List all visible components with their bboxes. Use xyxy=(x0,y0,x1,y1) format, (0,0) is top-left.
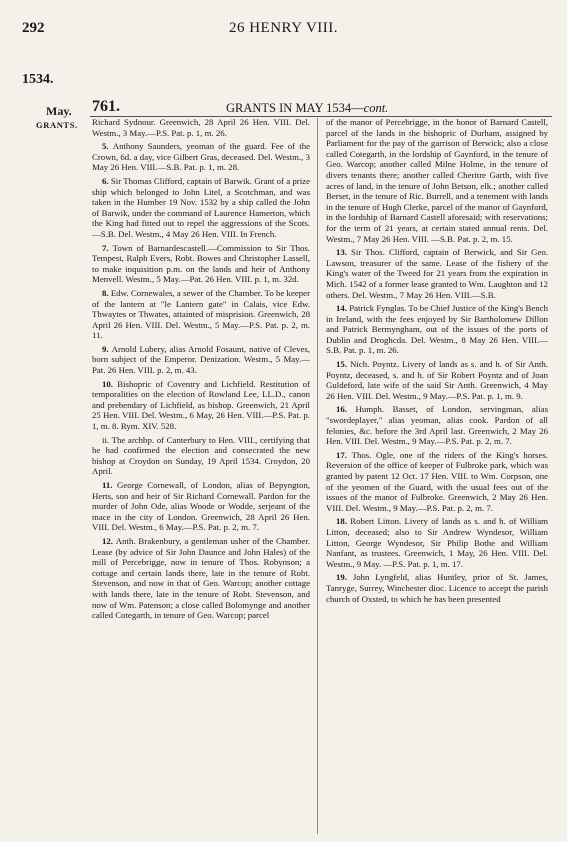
grant-entry-number: 11. xyxy=(102,480,118,490)
running-head: 26 HENRY VIII. xyxy=(228,20,339,36)
grant-entry-text: ii. The archbp. of Canterbury to Hen. VIII., certifying that he had confirmed the election and consecrated the new bishop at Croydon on Sunday, 19 April 1534. Croydon, 20 April. xyxy=(92,434,310,477)
page-header xyxy=(0,20,567,40)
grant-entry-number: 8. xyxy=(102,287,111,298)
grant-entry xyxy=(92,243,310,285)
grant-entry-text: Edw. Cornewales, a sewer of the Chamber. To be keeper of the lantern at "le Lantern gate" in Calais, vice Edw. Thwaytes or Thwates, attainted of misprision. Greenwich, 28 April 26 Hen. VIII. Del. Westm., 5 May.—P.S. Pat. p. 2, m. 11. xyxy=(92,287,310,341)
grant-entry-number: 9. xyxy=(102,343,112,354)
grant-entry-text: of the manor of Percebrigge, in the honor of Barnard Castell, parcel of the lands in the bishopric of Durham, assigned by Parliament for the pay of the garrison of Berwick; also a close called Cotegarth, in the lordship of Gaynford, in the tenure of Geo. Warcop; another called Milne Holme, in the tenure of divers tenants there; another called Cheritre Garth, with five acres of land, in the tenure of John Betson, elk.; another called Berset, in the tenure of Ric. Burrell, and a tenement with lands in the tenure of Hugh Clerke, parcel of the manor of Gaynford, in the lordship of Barnard Castell aforesaid; with reservations; for the term of 21 years, at certain stated annual rents. Del. Westm., 7 May 26 Hen. VIII. —S.B. Pat. p. 2, m. 15. xyxy=(326,117,548,244)
grant-entry-number: 16. xyxy=(336,404,356,415)
grant-entry-text: John Lyngfeld, alias Huntley, prior of St. James, Tanryge, Surrey, Winchester dioc. Licence to accept the parish church of Oxsted, to which he has been presented xyxy=(326,572,548,604)
grant-entry xyxy=(326,117,548,244)
grant-entry xyxy=(326,247,548,300)
grant-entry xyxy=(92,379,310,432)
margin-month: May. xyxy=(46,104,72,118)
grant-entry-text: Robert Litton. Livery of lands as s. and h. of William Litton, deceased; also to Sir Andrew Wyndesor, William Litton, George Wyndesor, Sir Philip Bothe and William Nanfant, as trustees. Greenwich, 1 May, 26 Hen. VIII. Del. Westm., 9 May. —P.S. Pat. p. 1, m. 17. xyxy=(326,516,548,569)
grant-entry-text: Humph. Basset, of London, servingman, alias "swordeplayer," alias yeoman, alias cook. Pardon of all felonies, &c. before the 3rd April last. Greenwich, 2 May 26 Hen. VIII. Del. Westm., 9 May.—P.S. Pat. p. 2, m. 7. xyxy=(326,404,548,447)
grant-entry-number: 13. xyxy=(336,247,352,258)
section-title-main: GRANTS IN MAY 1534— xyxy=(226,101,364,115)
grant-entry xyxy=(92,288,310,341)
column-divider xyxy=(317,118,318,834)
grant-entry-text: Town of Barnardescastell.—Commission to Sir Thos. Tempest, Ralph Evers, Robt. Bowes and Christopher Lassell, to make inquisition p.m. on the lands and heir of Anthony Menvell. Westm., 5 May.—Pat. 26 Hen. VIII. p. 1, m. 32d. xyxy=(92,242,310,285)
grant-entry-number: 14. xyxy=(336,303,350,314)
grant-entry-text: Anth. Brakenbury, a gentleman usher of the Chamber. Lease (by advice of Sir John Daunce and John Hales) of the mill of Percebrigge, now in tenure of Thos. Robynson; a cottage and certain lands there, late in the tenure of Robt. Stevenson, and now in that of Geo. Warcop; another cottage with lands there, late in the tenure of Robt. Stevenson, and now of Wm. Patenson; a close called Bolomynge and another called Cotegarth, in tenure of Geo. Warcop; parcel xyxy=(92,535,310,621)
grant-entry xyxy=(326,516,548,569)
grant-entry xyxy=(326,572,548,604)
grant-entry xyxy=(326,359,548,401)
grant-entry-number: 7. xyxy=(102,242,113,253)
margin-section-label: GRANTS. xyxy=(36,120,78,130)
grant-entry-text: Arnold Lubery, alias Arnold Fosaunt, native of Cleves, born subject of the Emperor. Denization. Westm., 5 May.—Pat. 26 Hen. VIII. p. 2, m. 43. xyxy=(92,343,310,376)
grant-entry-text: George Cornewall, of London, alias of Bepyngton, Herts, son and heir of Sir Richard Cornewall. Pardon for the murder of John Ode, alias Woode or Wodde, serjeant of the mace in the city of London. Greenwich, 28 April 26 Hen. VIII. Del. Westm., 6 May.—P.S. Pat. p. 2, m. 7. xyxy=(92,480,310,533)
grant-entry-number: 17. xyxy=(336,449,352,460)
margin-year: 1534. xyxy=(22,72,54,87)
entry-number: 761. xyxy=(92,98,120,115)
grant-entry-text: Thos. Ogle, one of the riders of the King's horses. Reversion of the office of keeper of Fulbroke park, which was granted by patent 12 Oct. 17 Hen. VIII. to Wm. Corpson, one of the yeomen of the Guard, with the usual fees out of the issues of the manor of Fulbroke. Greenwich, 2 May 26 Hen. VIII. Del. Westm., 9 May.—P.S. Pat. p. 2, m. 7. xyxy=(326,449,548,513)
grant-entry xyxy=(92,435,310,477)
grant-entry-number: 18. xyxy=(336,516,351,527)
grant-entry-number: 19. xyxy=(336,572,353,583)
grant-entry-number: 12. xyxy=(102,535,116,546)
grant-entry xyxy=(326,450,548,514)
grant-entry xyxy=(92,344,310,376)
grant-entry-text: Bishopric of Coventry and Lichfield. Restitution of temporalities on the election of Rowland Lee, LL.D., canon and prebendary of Lichfield, as bishop. Greenwich, 21 April 25 Hen. VIII. Del. Westm., 6 May, 26 Hen. VIII.—P.S. Pat. p. 1, m. 8. Rym. XIV. 528. xyxy=(92,378,310,432)
grant-entry xyxy=(92,176,310,240)
grant-entry-number: 5. xyxy=(102,141,113,152)
grant-entry-text: Patrick Fynglas. To be Chief Justice of the King's Bench in Ireland, with the fees enjoyed by Sir Bartholomew Dillon and Patrick Bermyngham, out of the issues of the ports of Dublin and Droghcda. Del. Westm., 8 May 26 Hen. VIII.—S.B. Pat. p. 1, m. 26. xyxy=(326,303,548,356)
page-number: 292 xyxy=(22,20,45,36)
grant-entry-text: Sir Thomas Clifford, captain of Barwik. Grant of a prize ship which belonged to John Litel, a Scotchman, and was taken in the Humber 19 Nov. 1532 by a ship called the John of Barwik, under the command of Laurence Hamerton, which the King had fitted out to repel the aggressions of the Scots.—S.B. Del. Westm., 4 May 26 Hen. VIII. In French. xyxy=(92,175,310,239)
grant-entry-number: 10. xyxy=(102,378,118,389)
grant-entry xyxy=(92,480,310,533)
right-column xyxy=(326,117,548,837)
grant-entry-text: Nich. Poyntz. Livery of lands as s. and h. of Sir Anth. Poyntz, deceased, s. and h. of Sir Robert Poyntz and of Joan Guldeford, late wife of the said Sir Anth. Greenwich, 4 May 26 Hen. VIII. Del. Westm., 9 May.—P.S. Pat. p. 1, m. 9. xyxy=(326,359,548,401)
grant-entry xyxy=(326,303,548,356)
grant-entry xyxy=(92,536,310,621)
section-title xyxy=(226,101,388,116)
grant-entry-number: 15. xyxy=(336,359,351,370)
left-column xyxy=(92,117,310,837)
grant-entry xyxy=(92,141,310,173)
grant-entry xyxy=(92,117,310,138)
grant-entry xyxy=(326,404,548,446)
grant-entry-number: 6. xyxy=(102,175,111,186)
grant-entry-text: Sir Thos. Clifford, captain of Berwick, and Sir Geo. Lawson, treasurer of the same. Lease of the fishery of the King's water of the Tweed for 21 years from the expiration in Mich. 1542 of a former lease granted to Wm. Laughton and 12 others. Del. Westm., 7 May 26 Hen. VIII.—S.B. xyxy=(326,247,548,300)
grant-entry-text: Anthony Saunders, yeoman of the guard. Fee of the Crown, 6d. a day, vice Gilbert Gras, deceased. Del. Westm., 3 May 26 Hen. VIII.—S.B. Pat. p. 1, m. 28. xyxy=(92,141,310,173)
grant-entry-text: Richard Sydnour. Greenwich, 28 April 26 Hen. VIII. Del. Westm., 3 May.—P.S. Pat. p. 1, m. 26. xyxy=(92,117,310,138)
section-title-cont: cont. xyxy=(363,101,389,115)
